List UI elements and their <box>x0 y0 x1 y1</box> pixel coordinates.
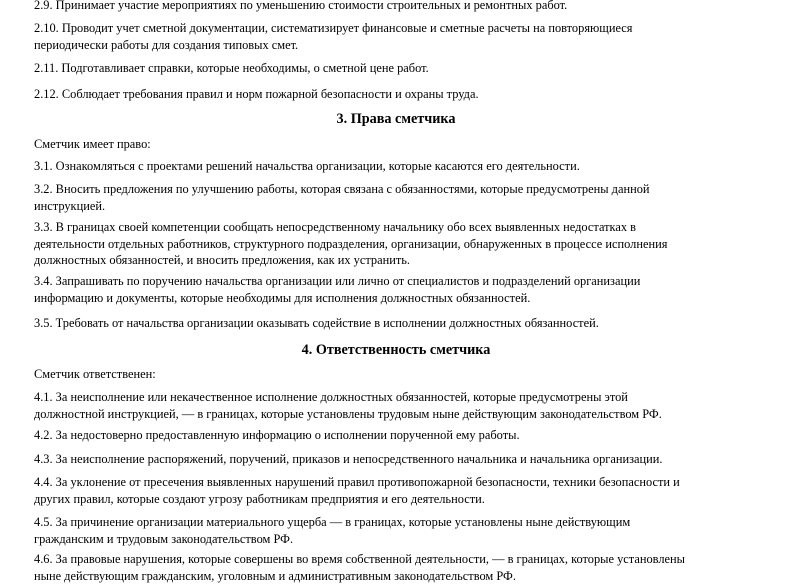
clause-3-2 <box>34 181 756 214</box>
clause-3-5 <box>34 315 756 332</box>
clause-4-4 <box>34 474 756 507</box>
clause-line: должностной инструкцией, — в границах, которые установлены трудовым ныне действующим законодательством РФ. <box>34 406 662 421</box>
clause-4-1 <box>34 389 756 422</box>
clause-line: 4.6. За правовые нарушения, которые совершены во время собственной деятельности, — в границах, которые установлены <box>34 552 685 566</box>
section-3-heading: 3. Права сметчика <box>336 111 456 127</box>
clause-3-1 <box>34 158 756 175</box>
clause-line: 3.4. Запрашивать по поручению начальства организации или лично от специалистов и подразделений организации <box>34 274 641 288</box>
clause-line: деятельности отдельных работников, структурного подразделения, организации, обнаруженных в процессе исполнения <box>34 236 668 251</box>
clause-3-4 <box>34 273 756 306</box>
clause-4-5 <box>34 514 756 547</box>
clause-line: 3.3. В границах своей компетенции сообщать непосредственному начальнику обо всех выявленных недостатках в <box>34 220 637 234</box>
clause-line: 4.1. За неисполнение или некачественное исполнение должностных обязанностей, которые предусмотрены этой <box>34 390 628 404</box>
clause-4-6 <box>34 551 756 584</box>
clause-2-12 <box>34 86 756 103</box>
clause-line: 2.9. Принимает участие мероприятиях по уменьшению стоимости строительных и ремонтных работ. <box>34 0 568 12</box>
clause-line: 4.4. За уклонение от пресечения выявленных нарушений правил противопожарной безопасности, техники безопасности и <box>34 475 680 489</box>
clause-line: 3.2. Вносить предложения по улучшению работы, которая связана с обязанностями, которые предусмотрены данной <box>34 182 650 196</box>
clause-line: 2.11. Подготавливает справки, которые необходимы, о сметной цене работ. <box>34 61 429 75</box>
clause-3-3 <box>34 219 756 269</box>
section-3-intro <box>34 136 756 153</box>
clause-4-3 <box>34 451 756 468</box>
clause-line: 4.2. За недостоверно предоставленную информацию о исполнении порученной ему работы. <box>34 428 520 442</box>
section-4-intro <box>34 366 756 383</box>
intro-line: Сметчик ответственен: <box>34 367 156 381</box>
clause-2-11 <box>34 60 756 77</box>
intro-line: Сметчик имеет право: <box>34 137 151 151</box>
clause-line: 3.5. Требовать от начальства организации оказывать содействие в исполнении должностных обязанностей. <box>34 316 599 330</box>
clause-line: информацию и документы, которые необходимы для исполнения должностных обязанностей. <box>34 290 531 305</box>
clause-line: 4.5. За причинение организации материального ущерба — в границах, которые установлены ныне действующим <box>34 515 631 529</box>
clause-line: ныне действующим гражданским, уголовным и административным законодательством РФ. <box>34 568 516 583</box>
section-4-heading: 4. Ответственность сметчика <box>301 342 491 358</box>
clause-line: 2.12. Соблюдает требования правил и норм пожарной безопасности и охраны труда. <box>34 87 479 101</box>
clause-line: 3.1. Ознакомляться с проектами решений начальства организации, которые касаются его деятельности. <box>34 159 580 173</box>
clause-line: должностных обязанностей, и вносить предложения, как их устранить. <box>34 253 411 267</box>
clause-line: гражданским и трудовым законодательством РФ. <box>34 531 294 546</box>
clause-2-9 <box>34 0 756 14</box>
clause-line: других правил, которые создают угрозу работникам предприятия и его деятельности. <box>34 491 485 506</box>
clause-2-10 <box>34 20 756 53</box>
clause-line: 4.3. За неисполнение распоряжений, поручений, приказов и непосредственного начальника и начальника организации. <box>34 452 663 466</box>
clause-line: 2.10. Проводит учет сметной документации, систематизирует финансовые и сметные расчеты на повторяющиеся <box>34 21 633 35</box>
clause-line: периодически работы для создания типовых смет. <box>34 37 299 52</box>
clause-4-2 <box>34 427 756 444</box>
clause-line: инструкцией. <box>34 198 106 213</box>
